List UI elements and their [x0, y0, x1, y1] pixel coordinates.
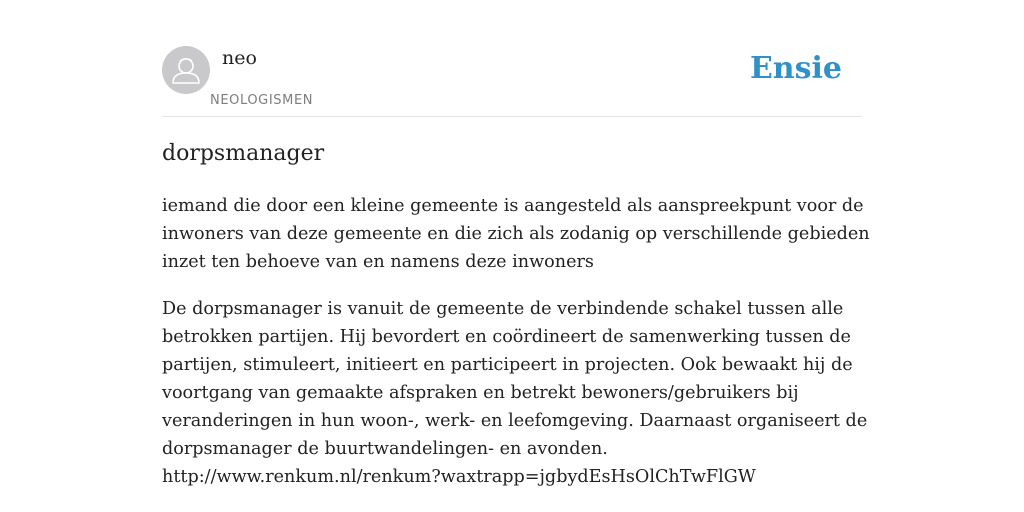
source-url: http://www.renkum.nl/renkum?waxtrapp=jgbydEsHsOlChTwFlGW — [162, 467, 756, 487]
definition-line: inwoners van deze gemeente en die zich als zodanig op verschillende gebieden — [162, 224, 870, 244]
example-line: partijen, stimuleert, initieert en participeert in projecten. Ook bewaakt hij de — [162, 355, 853, 375]
example-line: dorpsmanager de buurtwandelingen- en avonden. — [162, 439, 608, 459]
username[interactable]: neo — [222, 47, 257, 69]
example-text — [162, 295, 868, 491]
example-line: voortgang van gemaakte afspraken en betrekt bewoners/gebruikers bij — [162, 383, 799, 403]
definition-line: iemand die door een kleine gemeente is aangesteld als aanspreekpunt voor de — [162, 196, 864, 216]
brand-logo[interactable]: Ensie — [749, 51, 842, 86]
definition-text — [162, 192, 870, 276]
example-line: De dorpsmanager is vanuit de gemeente de verbindende schakel tussen alle — [162, 299, 844, 319]
category-label[interactable]: NEOLOGISMEN — [210, 93, 314, 108]
definition-line: inzet ten behoeve van en namens deze inwoners — [162, 252, 594, 272]
user-avatar-icon[interactable] — [162, 46, 210, 94]
header — [162, 46, 862, 117]
entry-title: dorpsmanager — [162, 141, 325, 166]
example-line: veranderingen in hun woon-, werk- en leefomgeving. Daarnaast organiseert de — [162, 411, 868, 431]
example-line: betrokken partijen. Hij bevordert en coördineert de samenwerking tussen de — [162, 327, 851, 347]
